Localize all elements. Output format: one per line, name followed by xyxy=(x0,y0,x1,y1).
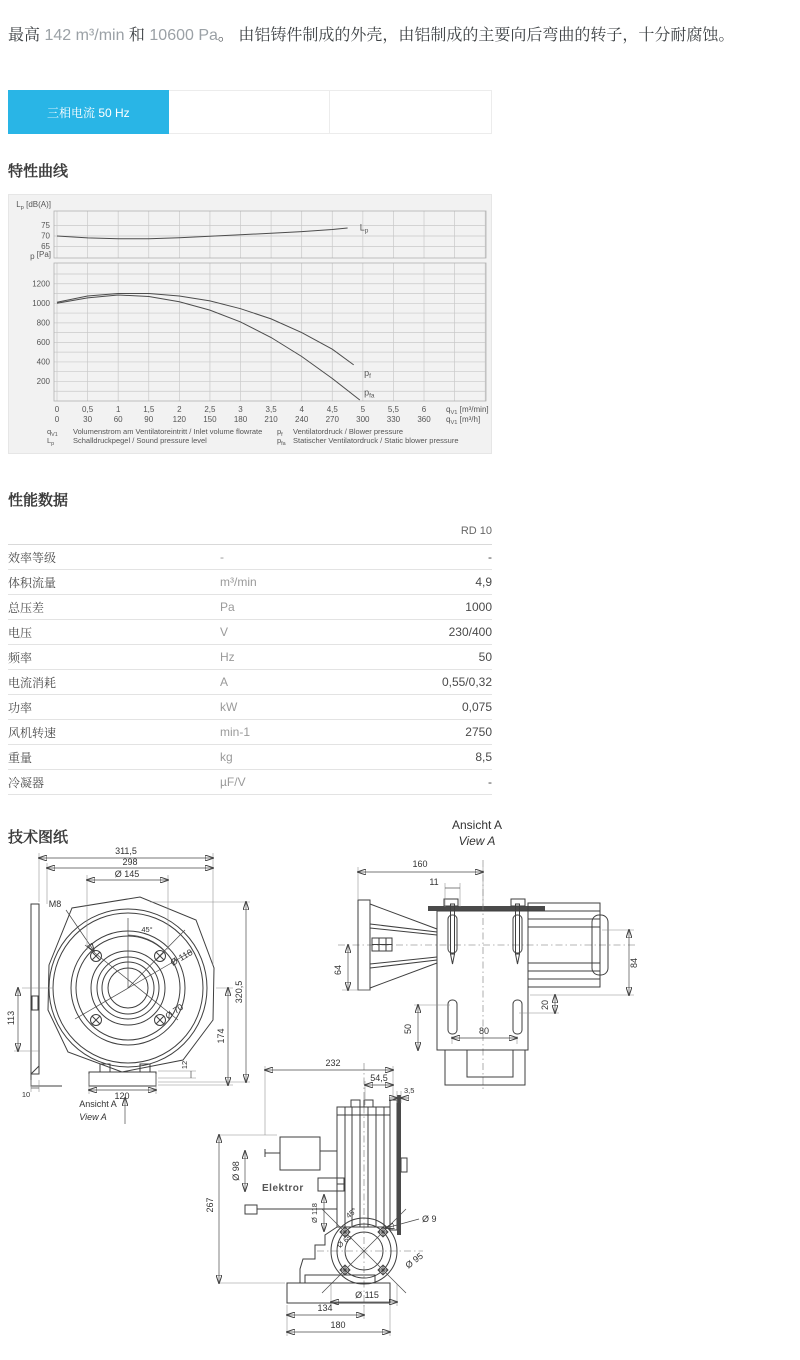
dim-115: Ø 115 xyxy=(355,1290,379,1300)
svg-text:qV1: $q_{V1}$ xyxy=(47,427,58,438)
table-header-row xyxy=(8,518,492,545)
row-unit: kW xyxy=(220,700,238,714)
row-unit: V xyxy=(220,625,229,639)
svg-text:180: 180 xyxy=(233,415,248,424)
view-ref-label-de: Ansicht A xyxy=(79,1099,117,1109)
dim-160: 160 xyxy=(412,859,428,869)
row-value: - xyxy=(488,550,492,564)
dim-174: 174 xyxy=(216,1028,226,1044)
svg-text:qV1 [m³/min]: $q_{V1}$ [m³/min] xyxy=(446,405,489,416)
row-value: 0,075 xyxy=(461,700,492,714)
svg-text:240: 240 xyxy=(295,415,309,424)
dim-84: 84 xyxy=(629,957,639,969)
svg-text:1: 1 xyxy=(115,405,121,414)
svg-text:270: 270 xyxy=(325,415,339,424)
dim-80: 80 xyxy=(478,1026,490,1036)
dim-9: Ø 9 xyxy=(422,1214,437,1224)
row-unit: - xyxy=(220,550,224,564)
svg-text:210: 210 xyxy=(264,415,278,424)
svg-text:2,5: 2,5 xyxy=(204,405,216,414)
svg-text:pfa: $p_{fa}$ xyxy=(277,436,286,447)
row-unit: kg xyxy=(220,750,233,764)
row-value: 2750 xyxy=(465,725,492,739)
dim-232: 232 xyxy=(325,1058,341,1068)
svg-text:5: 5 xyxy=(360,405,366,414)
svg-text:Statischer Ventilatordruck / S: Statischer Ventilatordruck / Static blower pressure xyxy=(293,436,459,445)
row-unit: Hz xyxy=(220,650,235,664)
intro-paragraph xyxy=(8,22,792,50)
table-row xyxy=(8,670,492,695)
dim-267: 267 xyxy=(205,1197,215,1213)
dim-120: 120 xyxy=(114,1091,130,1101)
row-unit: Pa xyxy=(220,600,235,614)
dim-311-5: 311,5 xyxy=(115,846,137,856)
svg-text:Ventilatordruck / Blower press: Ventilatordruck / Blower pressure xyxy=(293,427,404,436)
svg-text:120: 120 xyxy=(172,415,187,424)
svg-text:70: 70 xyxy=(41,231,50,241)
svg-text:3: 3 xyxy=(238,405,243,414)
view-a-title-de: Ansicht A xyxy=(451,818,503,832)
table-row xyxy=(8,620,492,645)
svg-text:pf: $p_f$ xyxy=(364,368,371,381)
front-view-geometry xyxy=(31,897,214,1086)
row-value: - xyxy=(488,775,492,789)
variant-tabs xyxy=(8,90,492,134)
svg-text:3,5: 3,5 xyxy=(265,405,277,414)
dim-320-5: 320,5 xyxy=(234,980,244,1004)
dim-20: 20 xyxy=(540,999,550,1011)
tab-empty-2 xyxy=(330,90,492,134)
row-unit: A xyxy=(220,675,229,689)
svg-text:pf: $p_f$ xyxy=(277,427,283,438)
dim-180: 180 xyxy=(330,1320,346,1330)
svg-text:200: 200 xyxy=(36,376,50,386)
view-a-dimensions xyxy=(342,867,634,1050)
row-label: 效率等级 xyxy=(8,550,57,565)
chart-generated xyxy=(16,200,488,447)
intro-pressure-value: 10600 Pa xyxy=(149,27,218,44)
row-value: 8,5 xyxy=(475,750,492,764)
elektror-logo: Elektror xyxy=(262,1183,304,1194)
svg-text:90: 90 xyxy=(144,415,154,424)
svg-text:1000: 1000 xyxy=(32,298,50,308)
svg-text:330: 330 xyxy=(386,415,401,424)
svg-text:Lp [dB(A)]: $L_p$ [dB(A)] xyxy=(16,200,51,211)
svg-text:p [Pa]: p [Pa] xyxy=(30,250,51,261)
svg-text:6: 6 xyxy=(421,405,427,414)
dim-64: 64 xyxy=(333,964,343,976)
svg-text:400: 400 xyxy=(36,357,50,367)
svg-text:600: 600 xyxy=(36,337,50,347)
row-label: 频率 xyxy=(8,650,33,665)
view-a-title-en: View A xyxy=(458,834,496,848)
row-unit: min-1 xyxy=(220,725,251,739)
table-row xyxy=(8,545,492,570)
model-name: RD 10 xyxy=(460,525,492,537)
dim-m8: M8 xyxy=(48,899,62,909)
svg-text:pfa: $p_{fa}$ xyxy=(364,387,375,400)
svg-text:Schalldruckpegel / Sound press: Schalldruckpegel / Sound pressure level xyxy=(73,436,207,445)
row-unit: m³/min xyxy=(220,575,257,589)
table-row xyxy=(8,570,492,595)
row-value: 50 xyxy=(478,650,492,664)
row-label: 电压 xyxy=(8,625,33,640)
dim-45deg: 45° xyxy=(141,925,153,934)
dim-95: Ø 95 xyxy=(403,1250,425,1271)
row-value: 1000 xyxy=(465,600,492,614)
svg-text:0: 0 xyxy=(54,405,60,414)
dim-10: 10 xyxy=(21,1090,31,1099)
svg-text:0,5: 0,5 xyxy=(82,405,94,414)
svg-text:75: 75 xyxy=(41,221,50,230)
row-label: 冷凝器 xyxy=(8,775,45,790)
svg-text:60: 60 xyxy=(113,415,123,424)
table-row xyxy=(8,695,492,720)
performance-table xyxy=(8,518,492,795)
dim-11: 11 xyxy=(429,877,439,887)
curves-svg xyxy=(9,195,491,453)
svg-text:65: 65 xyxy=(41,242,50,251)
dim-45deg-side: 45° xyxy=(344,1205,359,1221)
row-label: 电流消耗 xyxy=(8,675,57,690)
svg-text:Lp: $L_p$ xyxy=(47,436,55,447)
dim-70: Ø 70 xyxy=(163,1001,186,1022)
svg-text:4,5: 4,5 xyxy=(326,405,338,414)
row-label: 总压差 xyxy=(8,600,45,615)
dim-12: 12 xyxy=(180,1060,189,1070)
svg-text:Volumenstrom am Ventilatoreint: Volumenstrom am Ventilatoreintritt / Inlet volume flowrate xyxy=(73,427,263,436)
view-ref-label-en: View A xyxy=(79,1112,107,1122)
svg-text:30: 30 xyxy=(83,415,93,424)
svg-text:qV1 [m³/h]: $q_{V1}$ [m³/h] xyxy=(446,415,481,426)
table-row xyxy=(8,720,492,745)
dim-54-5: 54,5 xyxy=(370,1073,388,1083)
svg-text:1200: 1200 xyxy=(32,279,50,289)
svg-text:5,5: 5,5 xyxy=(387,405,399,414)
svg-text:300: 300 xyxy=(356,415,370,424)
dim-145: Ø 145 xyxy=(114,869,140,879)
dim-50: 50 xyxy=(403,1023,413,1035)
table-row xyxy=(8,745,492,770)
svg-text:2: 2 xyxy=(177,405,182,414)
svg-text:150: 150 xyxy=(203,415,217,424)
row-value: 4,9 xyxy=(475,575,492,589)
dim-113: 113 xyxy=(6,1010,16,1026)
tab-three-phase-50hz[interactable]: 三相电流 50 Hz xyxy=(8,90,169,134)
dim-118-side: Ø 118 xyxy=(310,1203,319,1223)
row-value: 230/400 xyxy=(448,625,492,639)
svg-text:360: 360 xyxy=(417,415,431,424)
dim-98: Ø 98 xyxy=(231,1161,241,1181)
row-unit: µF/V xyxy=(220,775,246,789)
table-row xyxy=(8,595,492,620)
table-row xyxy=(8,645,492,670)
row-label: 功率 xyxy=(8,700,33,715)
characteristic-curves-chart xyxy=(8,194,492,454)
svg-text:Lp: $L_p$ xyxy=(359,222,369,235)
tab-empty-1 xyxy=(169,90,331,134)
row-value: 0,55/0,32 xyxy=(441,675,492,689)
dim-118: Ø 118 xyxy=(168,947,195,968)
intro-middle: 和 xyxy=(124,27,150,44)
dim-3-5: 3,5 xyxy=(404,1086,415,1095)
intro-suffix: 。 由铝铸件制成的外壳，由铝制成的主要向后弯曲的转子，十分耐腐蚀。 xyxy=(217,27,735,44)
table-row xyxy=(8,770,492,795)
drawing-side-view xyxy=(205,1055,450,1350)
svg-text:1,5: 1,5 xyxy=(143,405,155,414)
section-title-performance: 性能数据 xyxy=(8,492,69,509)
svg-text:800: 800 xyxy=(36,318,50,328)
dim-134: 134 xyxy=(317,1303,333,1313)
svg-text:0: 0 xyxy=(54,415,60,424)
section-title-curves: 特性曲线 xyxy=(8,163,69,180)
dim-298: 298 xyxy=(122,857,138,867)
row-label: 风机转速 xyxy=(8,725,57,740)
section-title-drawings: 技术图纸 xyxy=(8,829,69,846)
row-label: 体积流量 xyxy=(8,575,57,590)
dim-65: Ø 65 xyxy=(335,1232,354,1250)
intro-prefix: 最高 xyxy=(8,27,45,44)
svg-text:4: 4 xyxy=(299,405,304,414)
row-label: 重量 xyxy=(8,750,33,765)
intro-flow-value: 142 m³/min xyxy=(44,27,125,44)
